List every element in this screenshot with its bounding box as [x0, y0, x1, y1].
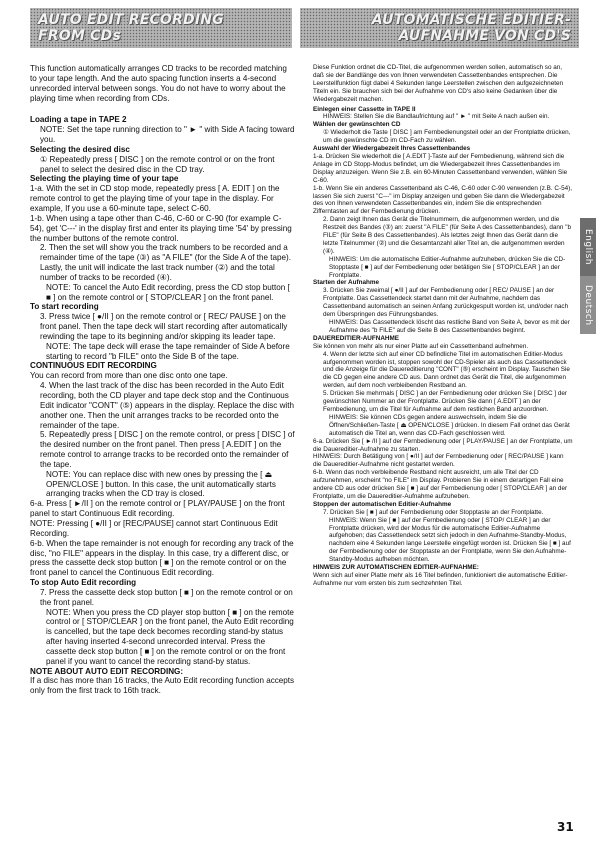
step: 7. Press the cassette deck stop button [ ■ ] on the remote control or on the front panel. — [40, 587, 293, 607]
header-title-german — [372, 12, 571, 44]
header-banner-english — [30, 8, 292, 48]
section-heading: Selecting the desired disc — [30, 144, 130, 154]
section-heading: Starten der Aufnahme — [313, 279, 380, 287]
language-tab-label: Deutsch — [583, 284, 593, 326]
language-tab-label: English — [583, 229, 593, 265]
english-column — [30, 64, 295, 841]
section-heading: HINWEIS ZUR AUTOMATISCHEN EDITIER-AUFNAHME: — [313, 564, 479, 572]
step: 6-a. Drücken Sie [ ►/II ] auf der Fernbedienung oder [ PLAY/PAUSE ] an der Frontplatte, um die Dauereditier-Aufnahme zu starten. — [313, 437, 573, 453]
step: 2. Dann zeigt Ihnen das Gerät die Titelnummern, die aufgenommen werden, und die Restzeit des Bandes (③) an: zuerst "A FILE" (für Seite A des Cassettenbandes), dann "b FILE" (für Seite B des Cassettenbandes). Als letztes zeigt Ihnen das Gerät dann die letzte Titelnummer (②) und die Gesamtanzahl aller Titel an, die aufgenommen werden (④). — [323, 216, 571, 255]
note: HINWEIS: Sie können CDs gegen andere auswechseln, indem Sie die Öffnen/Schließen-Taste [ ⏏ OPEN/CLOSE ] drücken. In diesem Fall ordnet das Gerät automatisch die Titel an, wenn das CD-Fach geschlossen wird. — [329, 413, 570, 437]
step: 6-a. Press [ ►/II ] on the remote control or [ PLAY/PAUSE ] on the front panel to start Continuous Edit recording. — [30, 499, 285, 519]
section-heading: Auswahl der Wiedergabezeit Ihres Cassettenbandes — [313, 145, 471, 153]
step: 2. Then the set will show you the track numbers to be recorded and a remainder time of the tape (③) as "A FILE" (for the Side A of the tape). Lastly, the unit will indicate the last track number (②) and the total number of tracks to be recorded (④). — [40, 243, 291, 282]
paragraph: Sie können von mehr als nur einer Platte auf ein Cassettenband aufnehmen. — [313, 342, 529, 350]
note: HINWEIS: Das Cassettendeck löscht das restliche Band von Seite A, bevor es mit der Aufnahme des "b FILE" auf die Seite B des Cassettenbandes beginnt. — [329, 319, 570, 334]
note: HINWEIS: Durch Betätigung von [ ●/II ] auf der Fernbedienung oder [ REC/PAUSE ] kann die Dauereditier-Aufnahme nicht gestartet werden. — [313, 453, 564, 469]
header-title-line-2: AUFNAHME VON CD'S — [398, 28, 571, 44]
header-title-line-2: FROM CDs — [38, 28, 121, 44]
note: NOTE: The tape deck will erase the tape remainder of Side A before starting to record "b FILE" onto the Side B of the tape. — [46, 341, 290, 361]
note: NOTE: When you press the CD player stop button [ ■ ] on the remote control or [ STOP/CLEAR ] on the front panel, the Auto Edit recording is cancelled, but the tape deck becomes recording stand-by status after having inserted 4-second unrecorded interval. Press the cassette deck stop button [ ■ ] on the remote control or on the front panel if you want to cancel the recording stand-by status. — [46, 607, 294, 666]
paragraph: Wenn sich auf einer Platte mehr als 16 Titel befinden, funktioniert die automatische Editier-Aufnahme nur vom ersten bis zum sechzehnten Titel. — [313, 572, 568, 587]
step: ① Wiederholt die Taste [ DISC ] am Fernbedienungsteil oder an der Frontplatte drücken, um die gewünschte CD im CD-Fach zu wählen. — [323, 129, 571, 145]
note: NOTE: You can replace disc with new ones by pressing the [ ⏏ OPEN/CLOSE ] button. In this case, the unit automatically starts arranging tracks when the CD tray is closed. — [46, 469, 276, 499]
step: 3. Drücken Sie zweimal [ ●/II ] auf der Fernbedienung oder [ REC/ PAUSE ] an der Frontplatte. Das Cassettendeck startet dann mit der Aufnahme, nachdem das Cassettenband automatisch an seinen Anfang zurückgespult worden ist, und/oder nach dem Überspringen des Führungsbandes. — [323, 287, 569, 319]
german-column — [313, 64, 573, 841]
note: NOTE: To cancel the Auto Edit recording, press the CD stop button [ ■ ] on the remote control or [ STOP/CLEAR ] on the front panel. — [46, 282, 290, 302]
step: 7. Drücken Sie [ ■ ] auf der Fernbedienung oder Stopptaste an der Frontplatte. — [323, 508, 544, 516]
step: 5. Drücken Sie mehrmals [ DISC ] an der Fernbedienung oder drücken Sie [ DISC ] der gewünschten Nummer an der Frontplatte. Drücken Sie dann [ A.EDIT ] an der Fernbedienung, um die Titel für Aufnahme auf dem restlichen Band anzuordnen. — [323, 390, 567, 413]
step: 3. Press twice [ ●/II ] on the remote control or [ REC/ PAUSE ] on the front panel. Then the tape deck will start recording after automatically rewinding the tape to its beginning and/or skipping its leader tape. — [40, 312, 288, 341]
step: 6-b. When the tape remainder is not enough for recording any track of the disc, "no FILE" appears in the display. In this case, try a different disc, or press the cassette deck stop button [ ■ ] on the remote control or on the front panel to cancel the Continuous Edit recording. — [30, 538, 294, 578]
section-heading: CONTINUOUS EDIT RECORDING — [30, 361, 157, 371]
paragraph: If a disc has more than 16 tracks, the Auto Edit recording function accepts only from the first track to 16th track. — [30, 676, 295, 696]
section-heading: NOTE ABOUT AUTO EDIT RECORDING: — [30, 666, 184, 676]
step: 1-b. Wenn Sie ein anderes Cassettenband als C-46, C-60 oder C-90 verwenden (z.B. C-54), lassen Sie sich zuerst "C---" im Display anzeigen und geben Sie dann die Wiedergabezeit des von Ihnen verwendeten Cassettenbandes ein, indem Sie die entsprechenden Zifferntasten auf der Fernbedienung drücken. — [313, 184, 573, 216]
section-heading: To start recording — [30, 302, 99, 312]
language-tab-deutsch — [580, 276, 596, 334]
section-heading: To stop Auto Edit recording — [30, 578, 137, 588]
step: 4. Wenn der letzte sich auf einer CD befindliche Titel im automatischen Editier-Modus aufgenommen worden ist, stoppen sowohl der CD-Spieler als auch das Cassettendeck und die Anzeige für die Dauereditierung "CONT" (⑤) erscheint im Display. Tauschen Sie die CD gegen eine andere CD aus. Dann ordnet das Gerät die Titel, die aufgenommen werden, auf dem noch verbleibenden Restband an. — [323, 350, 570, 390]
step: 1-b. When using a tape other than C-46, C-60 or C-90 (for example C-54), get 'C---' in the display first and enter its playing time '54' by pressing the number buttons of the remote control. — [30, 213, 292, 243]
header-title-english — [38, 12, 224, 44]
language-tab-english — [580, 218, 596, 276]
note: NOTE: Set the tape running direction to " ► " with Side A facing toward you. — [40, 125, 295, 145]
step: ① Repeatedly press [ DISC ] on the remote control or on the front panel to select the desired disc in the CD tray. — [40, 154, 275, 174]
step: 5. Repeatedly press [ DISC ] on the remote control, or press [ DISC ] of the desired number on the front panel. Then press [ A.EDIT ] on the remote control to arrange tracks to be recorded onto the remainder of the tape. — [40, 430, 295, 469]
section-heading: Einlegen einer Cassette in TAPE II — [313, 105, 416, 113]
section-heading: Selecting the playing time of your tape — [30, 174, 179, 184]
intro-paragraph: This function automatically arranges CD tracks to be recorded matching to your tape length. And the auto spacing function inserts a 4-second unrecorded interval between songs. You do not have to worry about the playing time when recording from CDs. — [30, 64, 287, 103]
header-banner-german — [300, 8, 579, 48]
note: HINWEIS: Wenn Sie [ ■ ] auf der Fernbedienung oder [ STOP/ CLEAR ] an der Frontplatte drücken, wird der Modus für die automatische Editier-Aufnahme aufgehoben; das Cassettendeck setzt sich jedoch in den Aufnahme-Standby-Modus, nachdem eine 4 Sekunden lange Leerstelle eingefügt worden ist. Drücken Sie [ ■ ] auf der Fernbedienung oder der Stopptaste an der Frontplatte, wenn Sie den Aufnahme-Standby-Modus aufheben möchten. — [329, 516, 571, 564]
step: 1-a. Drücken Sie wiederholt die [ A.EDIT ]-Taste auf der Fernbedienung, während sich die Anlage im CD Stopp-Modus befindet, um die Wiedergabezeit Ihres Cassettenbandes im Display anzuzeigen. Wenn Sie z.B. ein 60-Minuten Cassettenband verwenden, wählen Sie C-60. — [313, 152, 568, 184]
step: 6-b. Wenn das noch verbleibende Restband nicht ausreicht, um alle Titel der CD aufzunehmen, erscheint "no FILE" im Display. Probieren Sie in einem derartigen Fall eine andere CD aus oder drücken Sie [ ■ ] auf der Fernbedienung oder [ STOP/CLEAR ] an der Frontplatte, um die Dauereditier-Aufnahme aufzuheben. — [313, 469, 568, 500]
note: HINWEIS: Stellen Sie die Bandlaufrichtung auf " ► " mit Seite A nach außen ein. — [323, 113, 550, 121]
intro-paragraph: Diese Funktion ordnet die CD-Titel, die aufgenommen werden sollen, automatisch so an, daß sie der Bandlänge des von Ihnen verwendeten Cassettenbandes entsprechen. Die Leerstellfunktion fügt dabei 4 Sekunden lange Leerstellen zwischen den aufgezeichneten Titeln ein. Sie brauchen sich bei der Aufnahme von CD's also keine Gedanken über die Wiedergabezeit machen. — [313, 64, 564, 103]
section-heading: DAUEREDITIER-AUFNAHME — [313, 334, 399, 342]
section-heading: Wählen der gewünschten CD — [313, 121, 401, 129]
section-heading: Loading a tape in TAPE 2 — [30, 115, 127, 125]
header-title-line-1: AUTOMATISCHE EDITIER- — [371, 12, 571, 28]
step: 4. When the last track of the disc has been recorded in the Auto Edit recording, both the CD player and tape deck stop and the Continuous Edit indicator "CONT" (⑤) appears in the display. Replace the disc with another one. Then the unit arranges tracks to be recorded onto the remainder of the tape. — [40, 381, 294, 430]
note: HINWEIS: Um die automatische Editier-Aufnahme aufzuheben, drücken Sie die CD-Stopptaste [ ■ ] auf der Fernbedienung oder betätigen Sie [ STOP/CLEAR ] an der Frontplatte. — [329, 255, 566, 279]
note: NOTE: Pressing [ ●/II ] or [REC/PAUSE] cannot start Continuous Edit Recording. — [30, 518, 278, 538]
header-title-line-1: AUTO EDIT RECORDING — [38, 12, 224, 28]
section-heading: Stoppen der automatischen Editier-Aufnahme — [313, 500, 452, 508]
step: 1-a. With the set in CD stop mode, repeatedly press [ A. EDIT ] on the remote control to get the playing time of your tape in the display. For example, If you use a 60-minute tape, select C-60. — [30, 184, 280, 213]
page-number: 31 — [557, 820, 574, 834]
paragraph: You can record from more than one disc onto one tape. — [30, 371, 228, 381]
